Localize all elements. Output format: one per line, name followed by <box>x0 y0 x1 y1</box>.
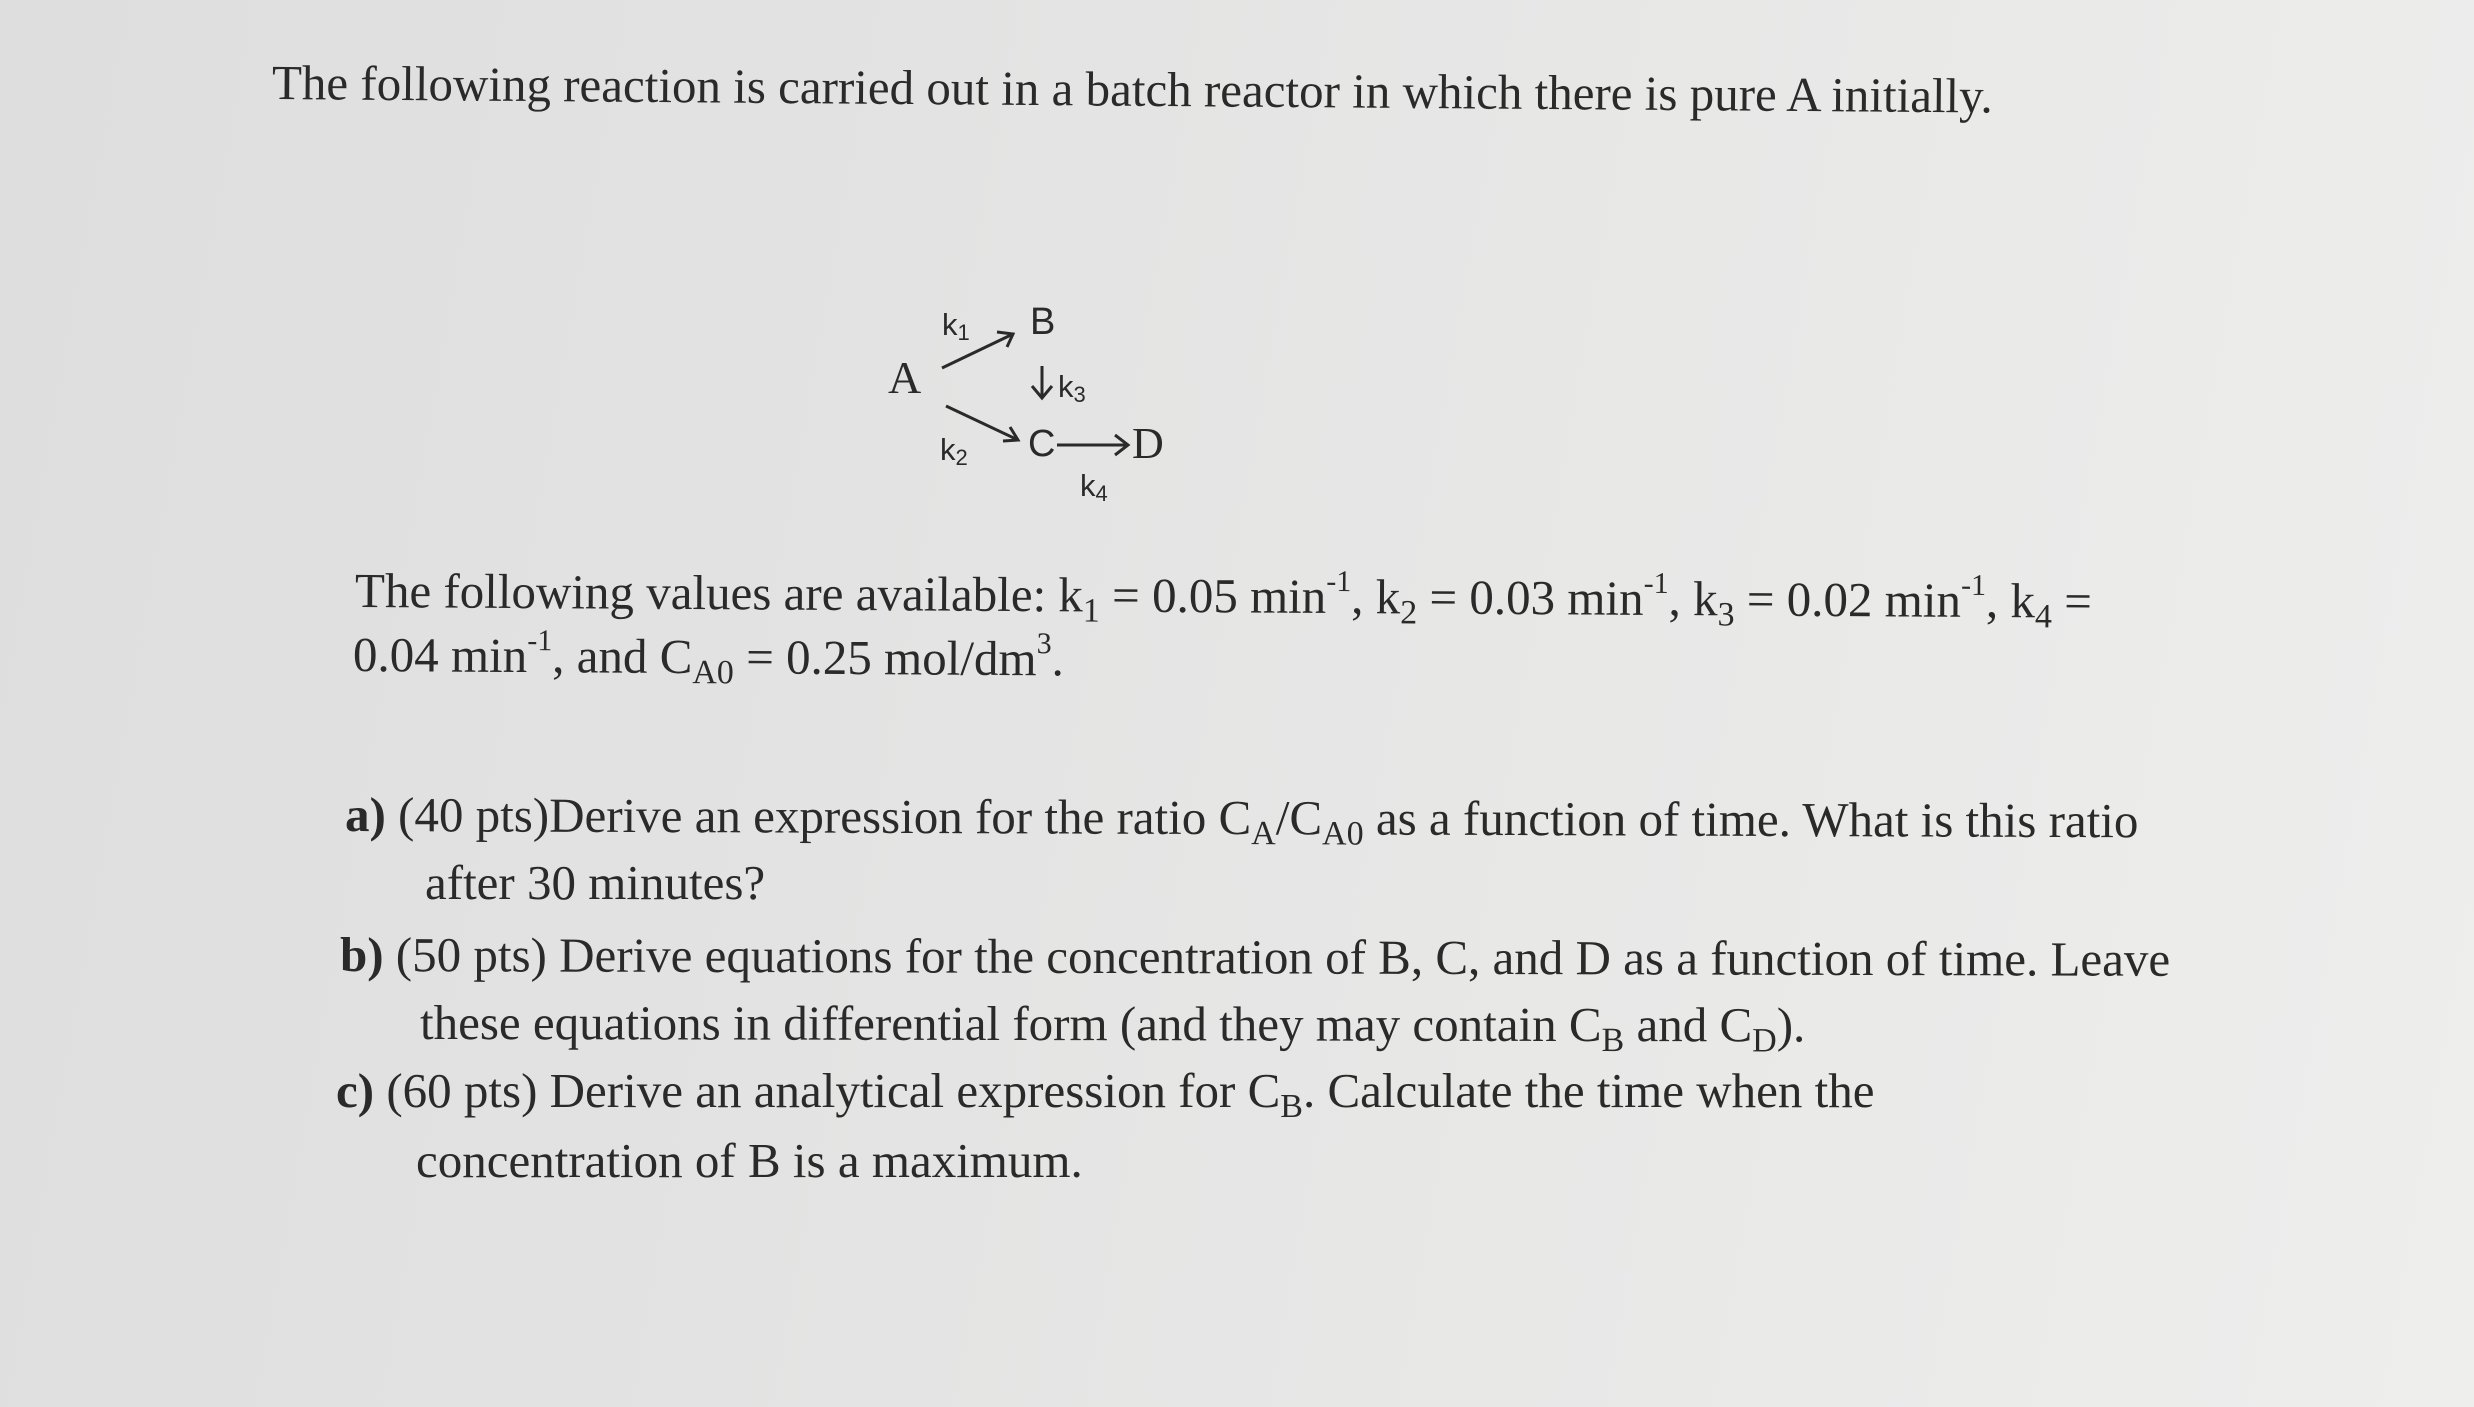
arrow-c-to-d <box>1057 435 1128 455</box>
arrow-b-to-c <box>1032 366 1052 398</box>
values-line-1: The following values are available: $k_1 = 0.05$ $\min^{-1}$, $k_2 = 0.03$ $\min^{-1}$, $k_3 = 0.02$ $\min^{-1}$, $k_4$ = <box>354 563 2093 636</box>
part-c-line-1: c) (60 pts) Derive an analytical expression for $C_B$. Calculate the time when the <box>336 1063 1875 1125</box>
part-b-line-1: b) (50 pts) Derive equations for the concentration of B, C, and D as a function of time. Leave <box>339 927 2171 987</box>
species-b: B <box>1030 301 1056 343</box>
values-line-2: 0.04 $\min^{-1}$, and $C_{A0} = 0.25$ mol/$dm^3$. <box>352 624 1064 692</box>
species-c: C <box>1028 423 1056 465</box>
intro-text: The following reaction is carried out in a batch reactor in which there is pure A initially. <box>271 55 1993 124</box>
part-a-line-1: a) (40 pts)Derive an expression for the ratio $C_A/C_{A0}$ as a function of time. What is this ratio <box>344 787 2139 853</box>
reaction-scheme-diagram <box>870 290 1200 530</box>
k4-label: k4 <box>1080 468 1108 506</box>
species-d: D <box>1132 419 1164 468</box>
part-c-label: c) <box>336 1063 375 1118</box>
part-c-line-2: concentration of B is a maximum. <box>416 1133 1083 1188</box>
arrow-a-to-c <box>946 406 1018 441</box>
part-a-label: a) <box>344 787 386 843</box>
k1-label: k1 <box>942 307 970 345</box>
part-a-line-2: after 30 minutes? <box>425 855 766 910</box>
part-b-line-2: these equations in differential form (and they may contain $C_B$ and $C_D$). <box>419 995 1806 1060</box>
k3-label: k3 <box>1058 369 1086 407</box>
k2-label: k2 <box>940 432 968 470</box>
part-b-label: b) <box>339 927 384 983</box>
species-a: A <box>888 352 922 403</box>
